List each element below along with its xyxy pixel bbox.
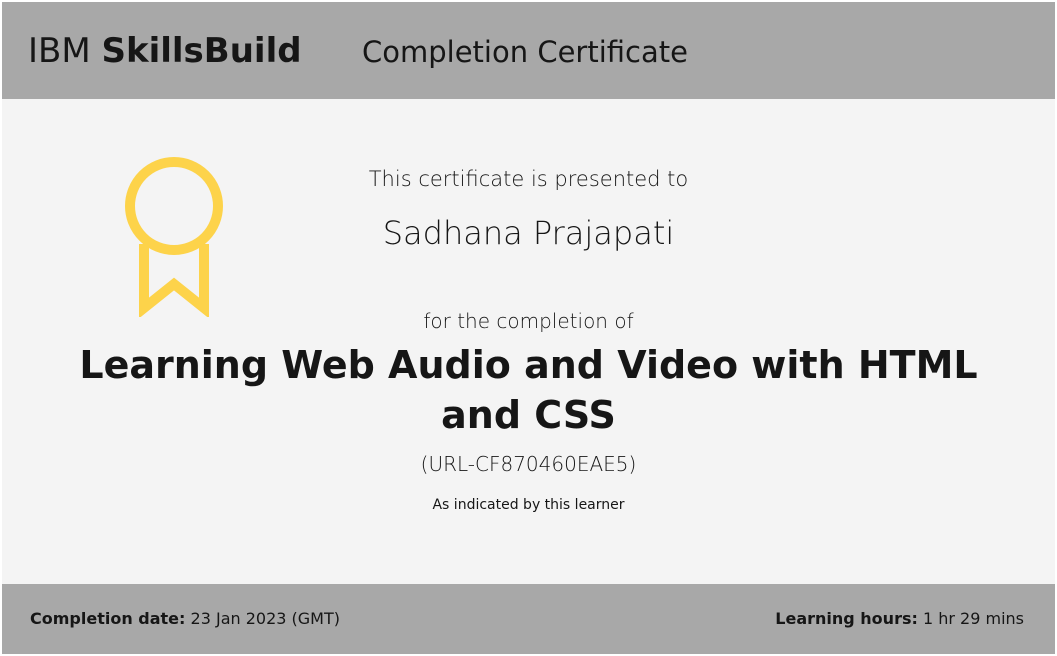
course-id: (URL-CF870460EAE5) [420, 452, 637, 476]
certificate-footer [2, 584, 1055, 654]
learning-hours [775, 608, 1024, 630]
header-title: Completion Certificate [362, 35, 688, 69]
learning-hours-label: Learning hours: [775, 609, 918, 628]
course-title: Learning Web Audio and Video with HTML and CSS [79, 343, 978, 437]
completion-date-label: Completion date: [30, 609, 186, 628]
certificate-header [2, 2, 1055, 99]
completion-date [30, 608, 340, 630]
brand-skillsbuild-text: SkillsBuild [101, 31, 302, 71]
learning-hours-value: 1 hr 29 mins [922, 609, 1024, 628]
presented-to-label: This certificate is presented to [368, 167, 689, 191]
recipient-name: Sadhana Prajapati [382, 214, 675, 252]
completion-date-value: 23 Jan 2023 (GMT) [190, 609, 340, 628]
completion-of-label: for the completion of [423, 309, 634, 333]
indicated-note: As indicated by this learner [432, 497, 625, 513]
brand-ibm-text: IBM [28, 31, 91, 71]
brand-logo [28, 31, 302, 71]
